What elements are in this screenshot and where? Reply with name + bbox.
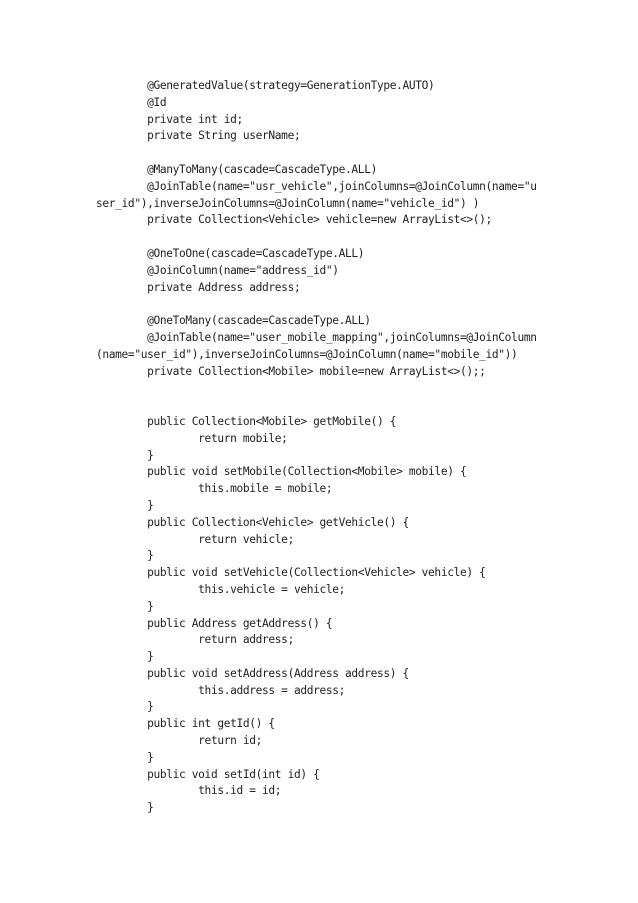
code-line: } xyxy=(96,498,154,512)
code-line: public void setId(int id) { xyxy=(96,767,320,781)
code-line: } xyxy=(96,448,154,462)
code-line: public Collection<Mobile> getMobile() { xyxy=(96,414,397,428)
code-line: public void setMobile(Collection<Mobile> mobile) { xyxy=(96,465,467,479)
code-line: } xyxy=(96,801,154,815)
code-line: return mobile; xyxy=(96,431,288,445)
code-line: ser_id"),inverseJoinColumns=@JoinColumn(name="vehicle_id") ) xyxy=(96,196,480,210)
code-line: this.vehicle = vehicle; xyxy=(96,582,346,596)
code-line: private int id; xyxy=(96,112,243,126)
code-line: @Id xyxy=(96,95,167,109)
code-line xyxy=(96,145,556,162)
code-line: this.address = address; xyxy=(96,683,346,697)
code-line: @GeneratedValue(strategy=GenerationType.AUTO) xyxy=(96,79,435,92)
code-line: return id; xyxy=(96,734,263,748)
code-line: @JoinTable(name="user_mobile_mapping",joinColumns=@JoinColumn xyxy=(96,330,537,344)
code-line: @OneToMany(cascade=CascadeType.ALL) xyxy=(96,314,371,328)
code-block xyxy=(96,78,556,817)
code-line: } xyxy=(96,549,154,563)
code-line: } xyxy=(96,750,154,764)
code-line: @ManyToMany(cascade=CascadeType.ALL) xyxy=(96,162,377,176)
code-line xyxy=(96,397,556,414)
code-line: public Address getAddress() { xyxy=(96,616,333,630)
code-line: } xyxy=(96,599,154,613)
code-line: public int getId() { xyxy=(96,717,275,731)
code-line: @JoinTable(name="usr_vehicle",joinColumns=@JoinColumn(name="u xyxy=(96,179,537,193)
code-line: this.id = id; xyxy=(96,784,282,798)
code-line: @JoinColumn(name="address_id") xyxy=(96,263,339,277)
code-line xyxy=(96,229,556,246)
code-line: public void setVehicle(Collection<Vehicle> vehicle) { xyxy=(96,566,486,580)
code-line: return address; xyxy=(96,633,294,647)
code-line: public void setAddress(Address address) { xyxy=(96,666,409,680)
code-line: public Collection<Vehicle> getVehicle() { xyxy=(96,515,409,529)
code-line xyxy=(96,296,556,313)
code-line: @OneToOne(cascade=CascadeType.ALL) xyxy=(96,246,365,260)
code-line: private String userName; xyxy=(96,129,301,143)
code-line: private Collection<Vehicle> vehicle=new ArrayList<>(); xyxy=(96,213,492,227)
code-line: this.mobile = mobile; xyxy=(96,482,333,496)
code-line: return vehicle; xyxy=(96,532,294,546)
code-line: private Collection<Mobile> mobile=new ArrayList<>();; xyxy=(96,364,486,378)
code-line: private Address address; xyxy=(96,280,301,294)
code-line: (name="user_id"),inverseJoinColumns=@JoinColumn(name="mobile_id")) xyxy=(96,347,518,361)
code-line: } xyxy=(96,700,154,714)
code-line: } xyxy=(96,650,154,664)
code-line xyxy=(96,380,556,397)
